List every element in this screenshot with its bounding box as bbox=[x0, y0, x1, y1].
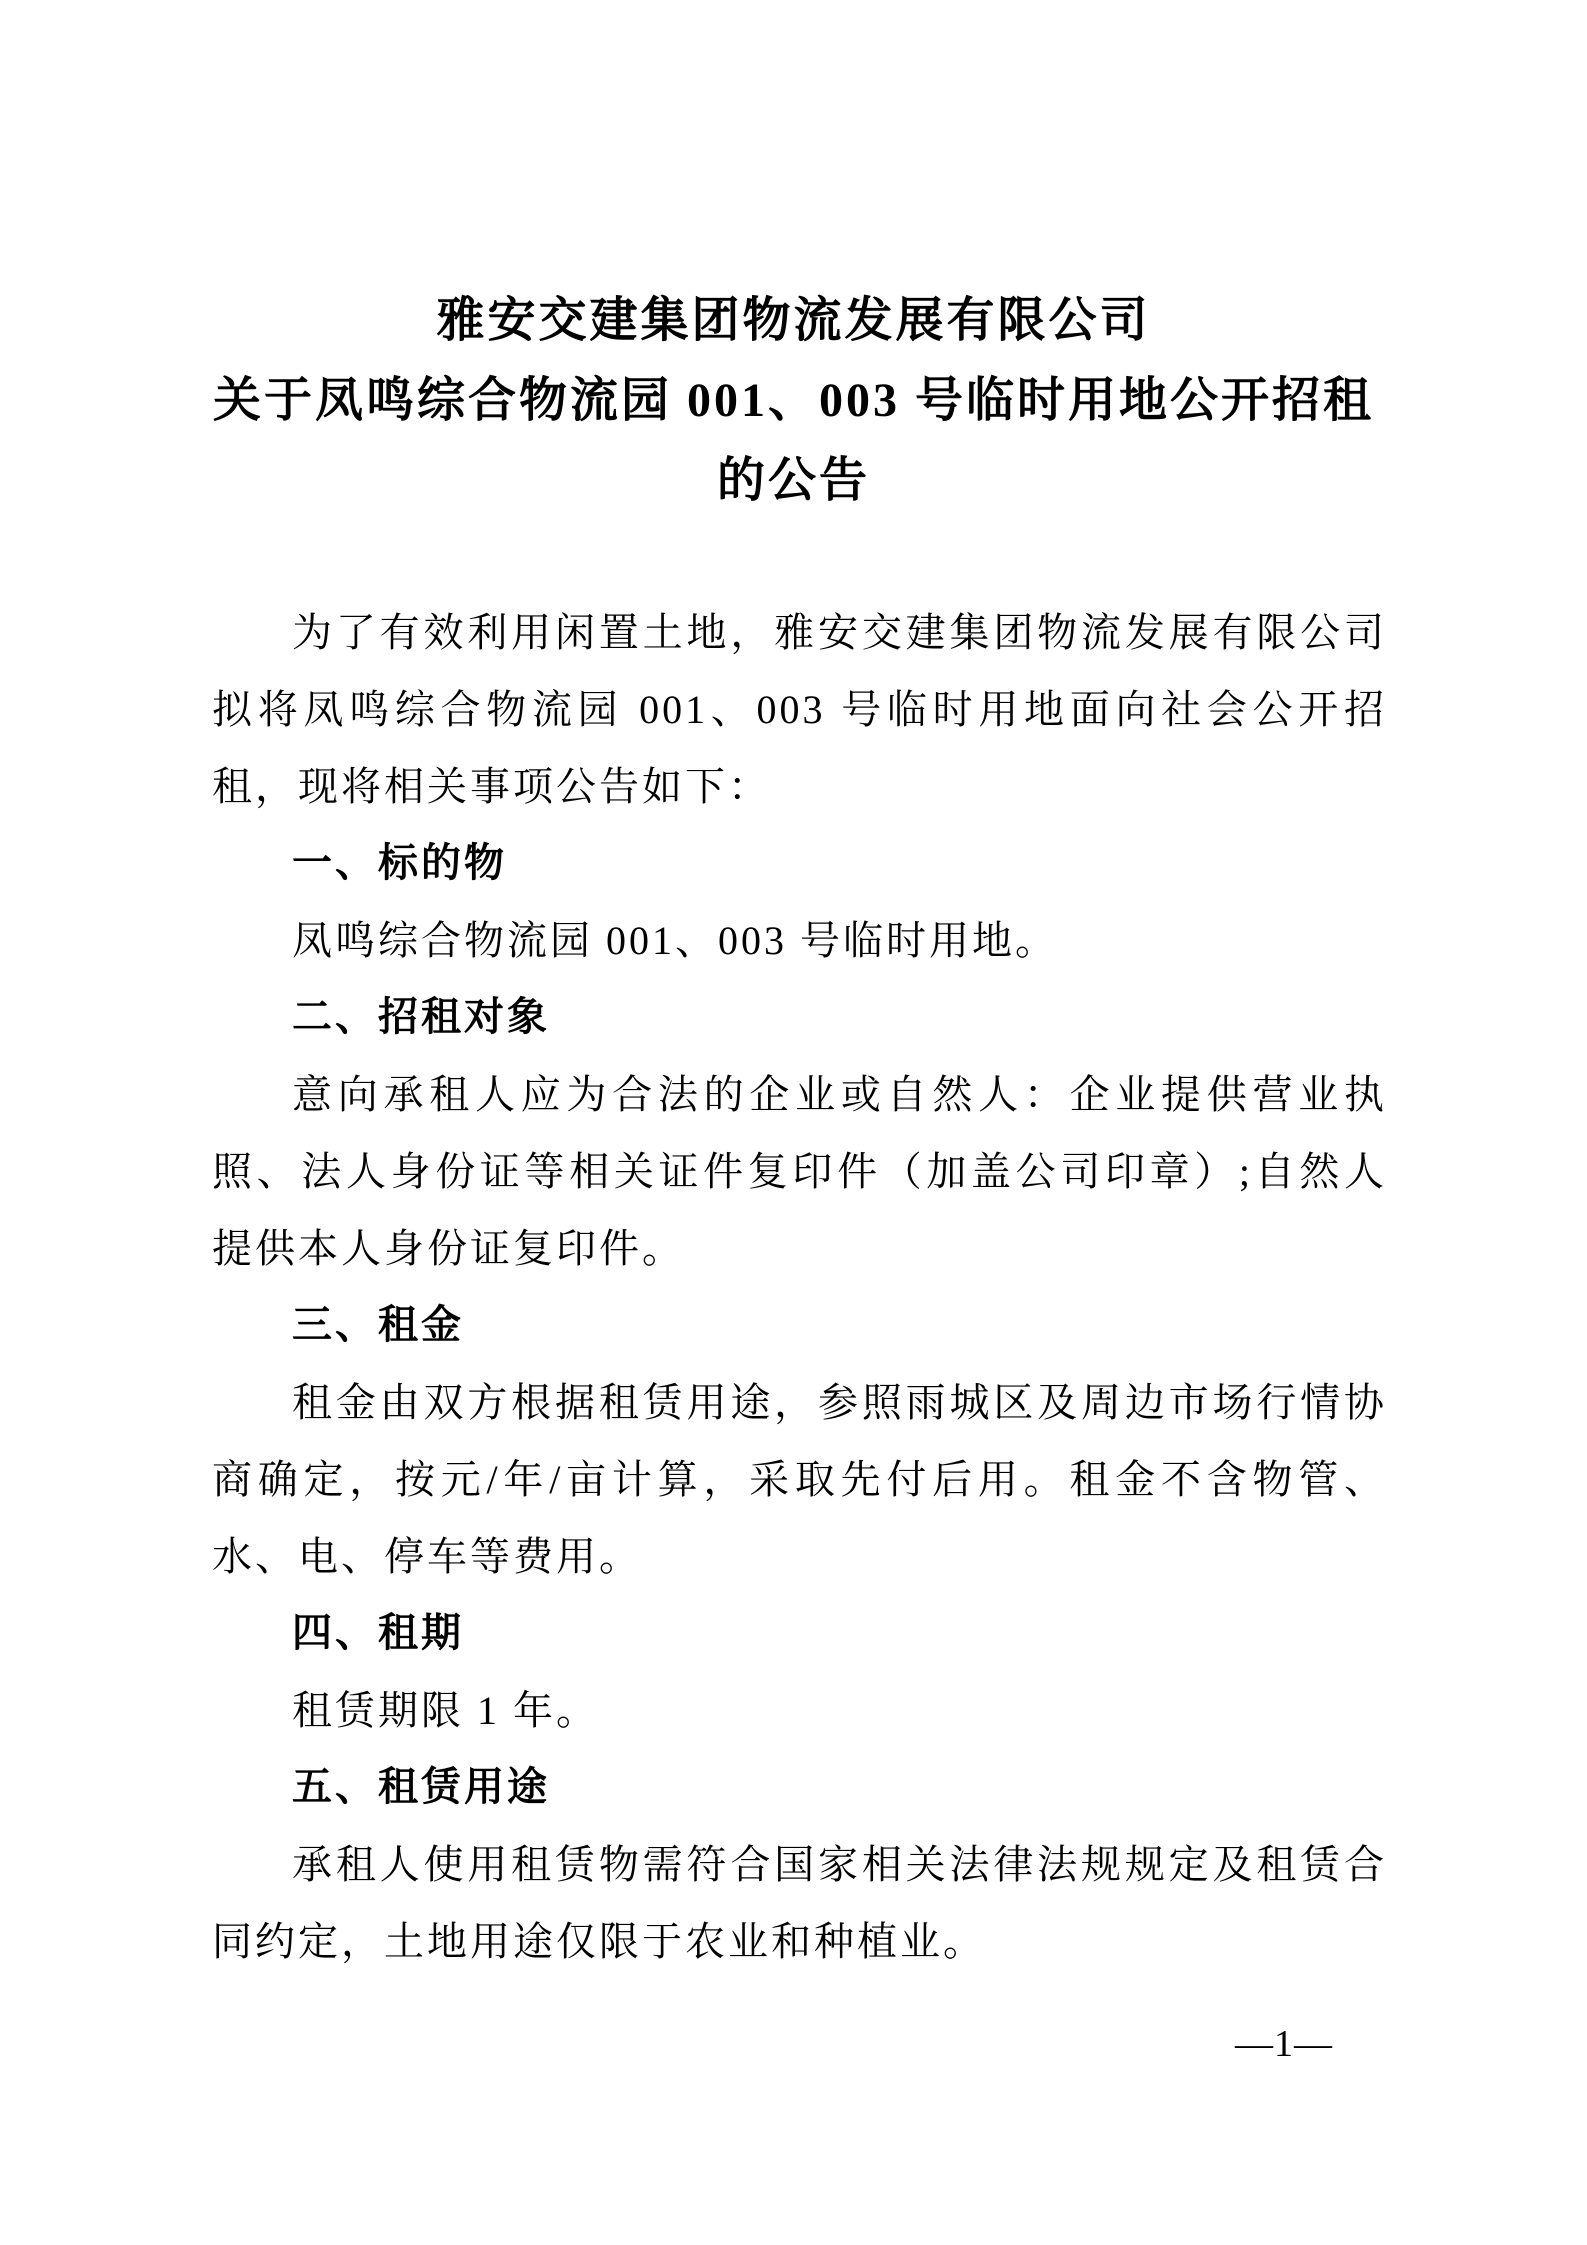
section-heading: 三、租金 bbox=[292, 1303, 464, 1347]
body-paragraph: 承租人使用租赁物需符合国家相关法律法规规定及租赁合同约定，土地用途仅限于农业和种植业。 bbox=[212, 1842, 1387, 1964]
document-title bbox=[0, 281, 1587, 521]
body-paragraph: 凤鸣综合物流园 001、003 号临时用地。 bbox=[292, 918, 1058, 963]
body-paragraph: 租赁期限 1 年。 bbox=[292, 1688, 599, 1733]
title-line-2: 关于凤鸣综合物流园 001、003 号临时用地公开招租 bbox=[212, 374, 1374, 427]
section-heading: 五、租赁用途 bbox=[292, 1765, 550, 1809]
title-line-3: 的公告 bbox=[716, 454, 870, 507]
body-paragraph: 租金由双方根据租赁用途，参照雨城区及周边市场行情协商确定，按元/年/亩计算，采取先付后用。租金不含物管、水、电、停车等费用。 bbox=[212, 1380, 1387, 1579]
title-line-1: 雅安交建集团物流发展有限公司 bbox=[436, 294, 1151, 347]
document-body bbox=[212, 594, 1387, 1980]
section-heading: 一、标的物 bbox=[292, 841, 507, 885]
section-heading: 四、租期 bbox=[292, 1611, 464, 1655]
body-paragraph: 意向承租人应为合法的企业或自然人：企业提供营业执照、法人身份证等相关证件复印件（加盖公司印章）;自然人提供本人身份证复印件。 bbox=[212, 1072, 1387, 1271]
page-number: —1— bbox=[1235, 2023, 1333, 2065]
section-heading: 二、招租对象 bbox=[292, 995, 550, 1039]
body-paragraph: 为了有效利用闲置土地，雅安交建集团物流发展有限公司拟将凤鸣综合物流园 001、003 号临时用地面向社会公开招租，现将相关事项公告如下： bbox=[212, 610, 1387, 809]
page-footer bbox=[1235, 2022, 1333, 2066]
